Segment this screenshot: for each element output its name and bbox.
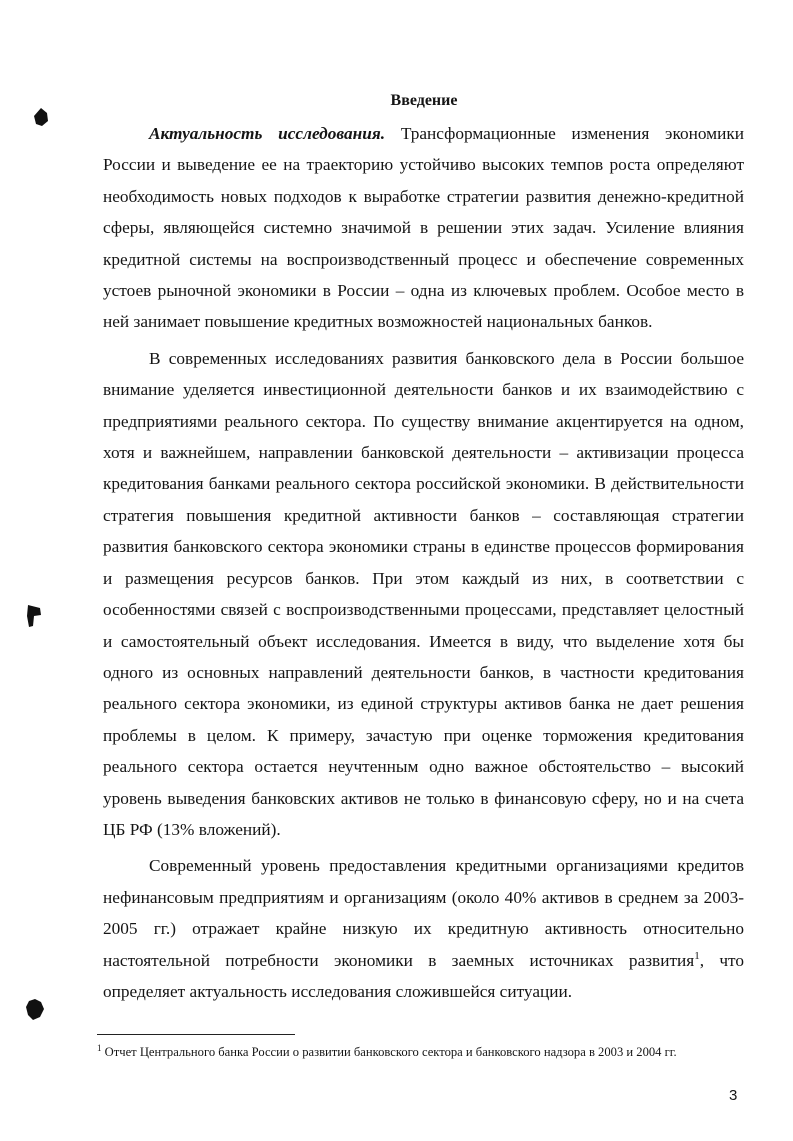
section-title: Введение [390,92,458,109]
binder-hole-mark-middle [25,604,43,628]
footnote-text: Отчет Центрального банка России о развитии банковского сектора и банковского надзора в 2003 и 2004 гг. [101,1045,677,1060]
footnote-reference[interactable]: 1 [694,949,700,962]
footnote [97,1040,757,1060]
paragraph-text: В современных исследованиях развития банковского дела в России большое внимание уделяется инвестиционной деятельности банков и их взаимодействию с предприятиями реального сектора. По существу внимание акцентируется на одном, хотя и важнейшем, направлении банковской деятельности – активизации процесса кредитования банками реального сектора российской экономики. В действительности стратегия повышения кредитной активности банков – составляющая стратегии развития банковского сектора экономики страны в единстве процессов формирования и размещения ресурсов банков. При этом каждый из них, в соответствии с особенностями связей с воспроизводственными процессами, представляет целостный и самостоятельный объект исследования. Имеется в виду, что выделение хотя бы одного из основных направлений деятельности банков, в частности кредитования реального сектора экономики, из единой структуры активов банка не дает решения проблемы в целом. К примеру, зачастую при оценке торможения кредитования реального сектора остается неучтенным одно важное обстоятельство – высокий уровень выведения банковских активов не только в финансовую сферу, но и на счета ЦБ РФ (13% вложений). [103,348,744,839]
footnote-mark: 1 [97,1043,102,1053]
paragraph-credit-level [103,850,744,1007]
binder-hole-mark-bottom [25,999,45,1021]
paragraph-text: Современный уровень предоставления кредитными организациями кредитов нефинансовым предприятиям и организациям (около 40% активов в среднем за 2003-2005 гг.) отражает крайне низкую их кредитную активность относительно настоятельной потребности экономики в заемных источниках развития [103,856,744,970]
paragraph-relevance [103,118,744,338]
paragraph-research-review [103,343,744,846]
footnote-divider [97,1034,295,1035]
paragraph-text: Трансформационные изменения экономики России и выведение ее на траекторию устойчиво высоких темпов роста определяют необходимость новых подходов к выработке стратегии развития денежно-кредитной сферы, являющейся системно значимой в решении этих задач. Усиление влияния кредитной системы на воспроизводственный процесс и обеспечение современных устоев рыночной экономики в России – одна из ключевых проблем. Особое место в ней занимает повышение кредитных возможностей национальных банков. [103,124,745,332]
binder-hole-mark-top [32,107,50,127]
body-text [103,118,744,1007]
page-number: 3 [729,1087,738,1104]
paragraph-lead-in: Актуальность исследования. [149,124,386,143]
paragraph-text-tail: , что определяет актуальность исследования сложившейся ситуации. [103,950,744,1001]
